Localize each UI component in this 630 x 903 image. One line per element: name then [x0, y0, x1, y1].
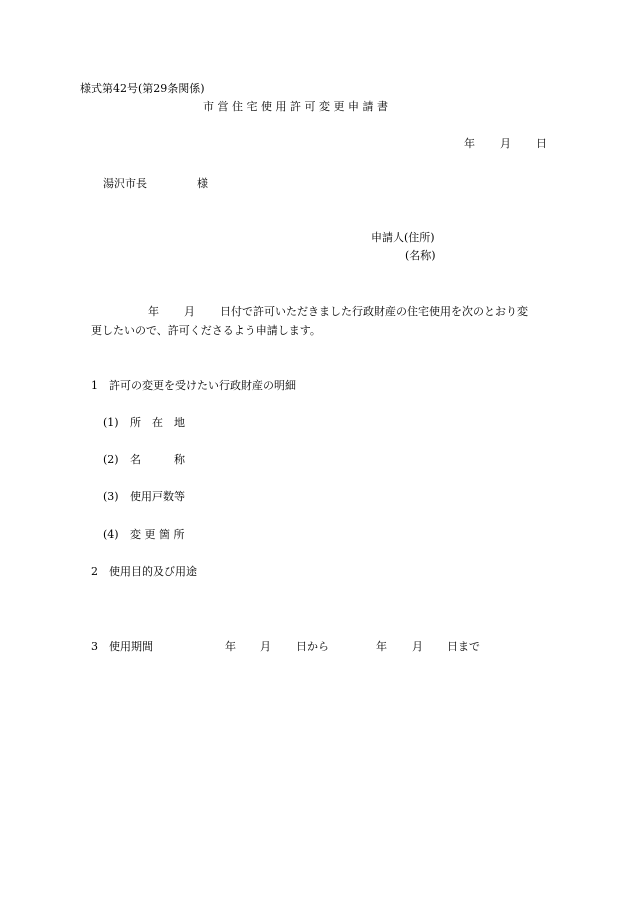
- period-to-month: 月: [412, 640, 423, 653]
- period-from-day: 日から: [296, 640, 329, 653]
- form-number: 様式第42号(第29条関係): [80, 82, 205, 95]
- body-text-line1: 日付で許可いただきました行政財産の住宅使用を次のとおり変: [220, 305, 528, 318]
- item-4-number: (4): [103, 528, 119, 541]
- item-4-label: 変 更 箇 所: [130, 528, 185, 541]
- date-month: 月: [500, 137, 511, 150]
- body-year: 年: [148, 305, 159, 318]
- body-month: 月: [184, 305, 195, 318]
- item-3-number: (3): [103, 490, 119, 503]
- period-from-month: 月: [260, 640, 271, 653]
- item-1-label: 所 在 地: [130, 416, 185, 429]
- section-2-number: 2: [91, 565, 98, 578]
- period-to-day: 日まで: [447, 640, 480, 653]
- item-2-label: 名 称: [130, 453, 185, 466]
- date-day: 日: [536, 137, 547, 150]
- section-3-number: 3: [91, 640, 98, 653]
- body-text-line2: 更したいので、許可くださるよう申請します。: [91, 324, 321, 337]
- date-year: 年: [464, 137, 475, 150]
- document-title: 市 営 住 宅 使 用 許 可 変 更 申 請 書: [203, 100, 388, 113]
- applicant-address-label: 申請人(住所): [371, 231, 435, 244]
- section-3-label: 使用期間: [109, 640, 153, 653]
- section-1-number: 1: [91, 379, 98, 392]
- addressee-name: 湯沢市長: [103, 177, 147, 190]
- period-to-year: 年: [376, 640, 387, 653]
- period-from-year: 年: [225, 640, 236, 653]
- applicant-name-label: (名称): [405, 249, 436, 262]
- item-1-number: (1): [103, 416, 119, 429]
- item-3-label: 使用戸数等: [130, 490, 185, 503]
- addressee-honorific: 様: [197, 177, 208, 190]
- section-1-label: 許可の変更を受けたい行政財産の明細: [109, 379, 296, 392]
- item-2-number: (2): [103, 453, 119, 466]
- section-2-label: 使用目的及び用途: [109, 565, 197, 578]
